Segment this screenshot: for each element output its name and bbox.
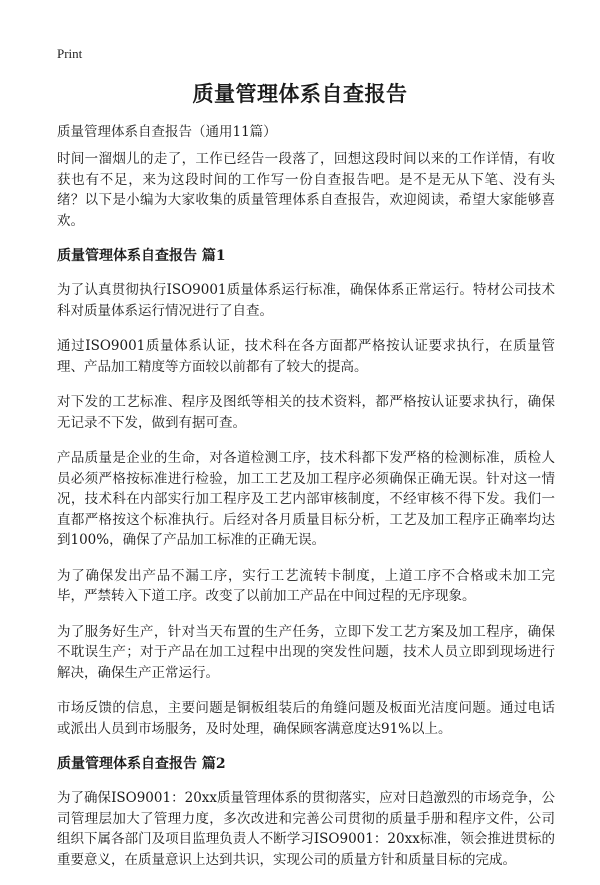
section-1-paragraph-3: 对下发的工艺标准、程序及图纸等相关的技术资料，都严格按认证要求执行，确保无记录不下发，做到有据可查。 xyxy=(57,394,555,431)
section-1-paragraph-7: 市场反馈的信息，主要问题是铜板组装后的角缝问题及板面光洁度问题。通过电话或派出人员到市场服务，及时处理，确保顾客满意度达91%以上。 xyxy=(57,700,555,737)
section-1-paragraph-4: 产品质量是企业的生命，对各道检测工序，技术科都下发严格的检测标准，质检人员必须严格按标准进行检验，加工工艺及加工程序必须确保正确无误。针对这一情况，技术科在内部实行加工程序及工艺内部审核制度，不经审核不得下发。我们一直都严格按这个标准执行。后经对各月质量目标分析，工艺及加工程序正确率均达到100%，确保了产品加工标准的正确无误。 xyxy=(57,450,555,548)
section-heading-1: 质量管理体系自查报告 篇1 xyxy=(57,248,226,264)
document-body xyxy=(57,149,555,885)
print-link[interactable]: Print xyxy=(57,46,83,61)
document-title: 质量管理体系自查报告 xyxy=(192,81,408,106)
section-heading-2: 质量管理体系自查报告 篇2 xyxy=(57,756,226,772)
document-subtitle: 质量管理体系自查报告（通用11篇） xyxy=(57,124,277,140)
intro-paragraph: 时间一溜烟儿的走了，工作已经告一段落了，回想这段时间以来的工作详情，有收获也有不足，来为这段时间的工作写一份自查报告吧。是不是无从下笔、没有头绪？以下是小编为大家收集的质量管理体系自查报告，欢迎阅读，希望大家能够喜欢。 xyxy=(57,151,555,229)
section-1-paragraph-5: 为了确保发出产品不漏工序，实行工艺流转卡制度，上道工序不合格或未加工完毕，严禁转入下道工序。改变了以前加工产品在中间过程的无序现象。 xyxy=(57,567,555,604)
section-2-paragraph-1: 为了确保ISO9001：20xx质量管理体系的贯彻落实，应对日趋激烈的市场竞争，公司管理层加大了管理力度，多次改进和完善公司贯彻的质量手册和程序文件，公司组织下属各部门及项目监理负责人不断学习ISO9001：20xx标准，领会推进贯标的重要意义，在质量意识上达到共识，实现公司的质量方针和质量目标的完成。 xyxy=(57,790,555,868)
section-1-paragraph-1: 为了认真贯彻执行ISO9001质量体系运行标准，确保体系正常运行。特材公司技术科对质量体系运行情况进行了自查。 xyxy=(57,282,555,319)
section-1-paragraph-2: 通过ISO9001质量体系认证，技术科在各方面都严格按认证要求执行，在质量管理、产品加工精度等方面较以前都有了较大的提高。 xyxy=(57,338,555,375)
section-1-paragraph-6: 为了服务好生产，针对当天布置的生产任务，立即下发工艺方案及加工程序，确保不耽误生产；对于产品在加工过程中出现的突发性问题，技术人员立即到现场进行解决，确保生产正常运行。 xyxy=(57,623,555,681)
